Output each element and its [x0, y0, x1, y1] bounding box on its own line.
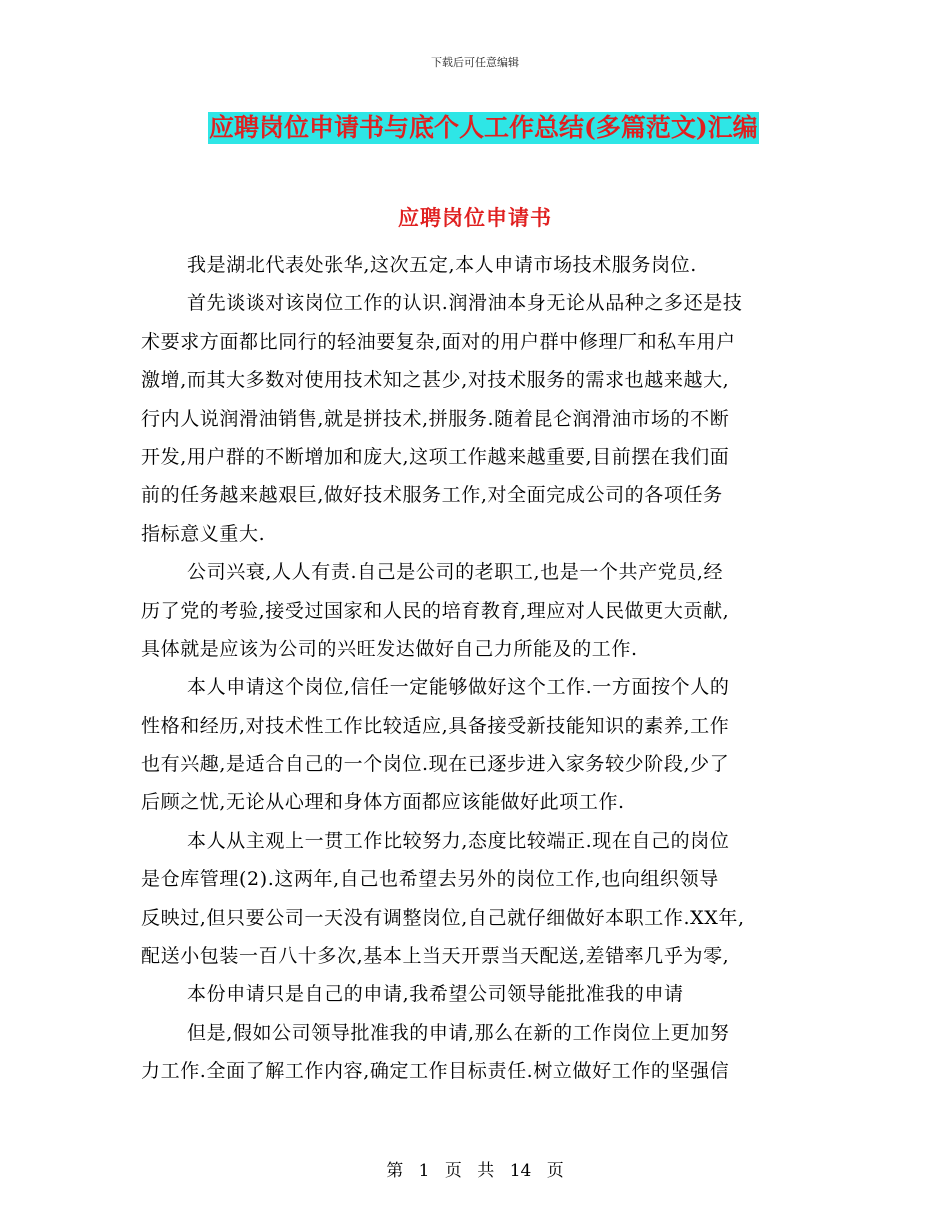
paragraph-line: 力工作.全面了解工作内容,确定工作目标责任.树立做好工作的坚强信 — [141, 1060, 730, 1083]
section-title: 应聘岗位申请书 — [398, 205, 552, 230]
paragraph-line: 具体就是应该为公司的兴旺发达做好自己力所能及的工作. — [141, 637, 638, 660]
header-note: 下载后可任意编辑 — [431, 56, 519, 69]
paragraph-line: 首先谈谈对该岗位工作的认识.润滑油本身无论从品种之多还是技 — [187, 292, 743, 315]
paragraph-line: 本人申请这个岗位,信任一定能够做好这个工作.一方面按个人的 — [187, 676, 730, 699]
paragraph-line: 后顾之忧,无论从心理和身体方面都应该能做好此项工作. — [141, 791, 625, 814]
paragraph-line: 是仓库管理(2).这两年,自己也希望去另外的岗位工作,也向组织领导 — [141, 868, 719, 891]
body-text — [141, 246, 821, 1091]
paragraph-line: 也有兴趣,是适合自己的一个岗位.现在已逐步进入家务较少阶段,少了 — [141, 753, 730, 776]
paragraph-line: 反映过,但只要公司一天没有调整岗位,自己就仔细做好本职工作.XX年, — [141, 906, 745, 929]
paragraph-line: 历了党的考验,接受过国家和人民的培育教育,理应对人民做更大贡献, — [141, 599, 730, 622]
paragraph-line: 术要求方面都比同行的轻油要复杂,面对的用户群中修理厂和私车用户 — [141, 330, 736, 353]
paragraph-line: 我是湖北代表处张华,这次五定,本人申请市场技术服务岗位. — [187, 254, 697, 276]
paragraph-line: 指标意义重大. — [141, 522, 266, 545]
paragraph-line: 本份申请只是自己的申请,我希望公司领导能批准我的申请 — [187, 983, 684, 1006]
paragraph-line: 公司兴衰,人人有责.自己是公司的老职工,也是一个共产党员,经 — [187, 561, 724, 584]
paragraph-line: 激增,而其大多数对使用技术知之甚少,对技术服务的需求也越来越大, — [141, 369, 730, 392]
paragraph-line: 性格和经历,对技术性工作比较适应,具备接受新技能知识的素养,工作 — [141, 714, 730, 737]
paragraph-line: 配送小包装一百八十多次,基本上当天开票当天配送,差错率几乎为零, — [141, 945, 730, 968]
paragraph-line: 开发,用户群的不断增加和庞大,这项工作越来越重要,目前摆在我们面 — [141, 445, 730, 468]
paragraph-line: 但是,假如公司领导批准我的申请,那么在新的工作岗位上更加努 — [187, 1021, 730, 1044]
paragraph-line: 前的任务越来越艰巨,做好技术服务工作,对全面完成公司的各项任务 — [141, 484, 723, 507]
page-footer: 第 1 页 共 14 页 — [386, 1161, 564, 1181]
paragraph-line: 本人从主观上一贯工作比较努力,态度比较端正.现在自己的岗位 — [187, 829, 730, 852]
document-title: 应聘岗位申请书与底个人工作总结(多篇范文)汇编 — [209, 113, 758, 142]
paragraph-line: 行内人说润滑油销售,就是拼技术,拼服务.随着昆仑润滑油市场的不断 — [141, 407, 730, 430]
